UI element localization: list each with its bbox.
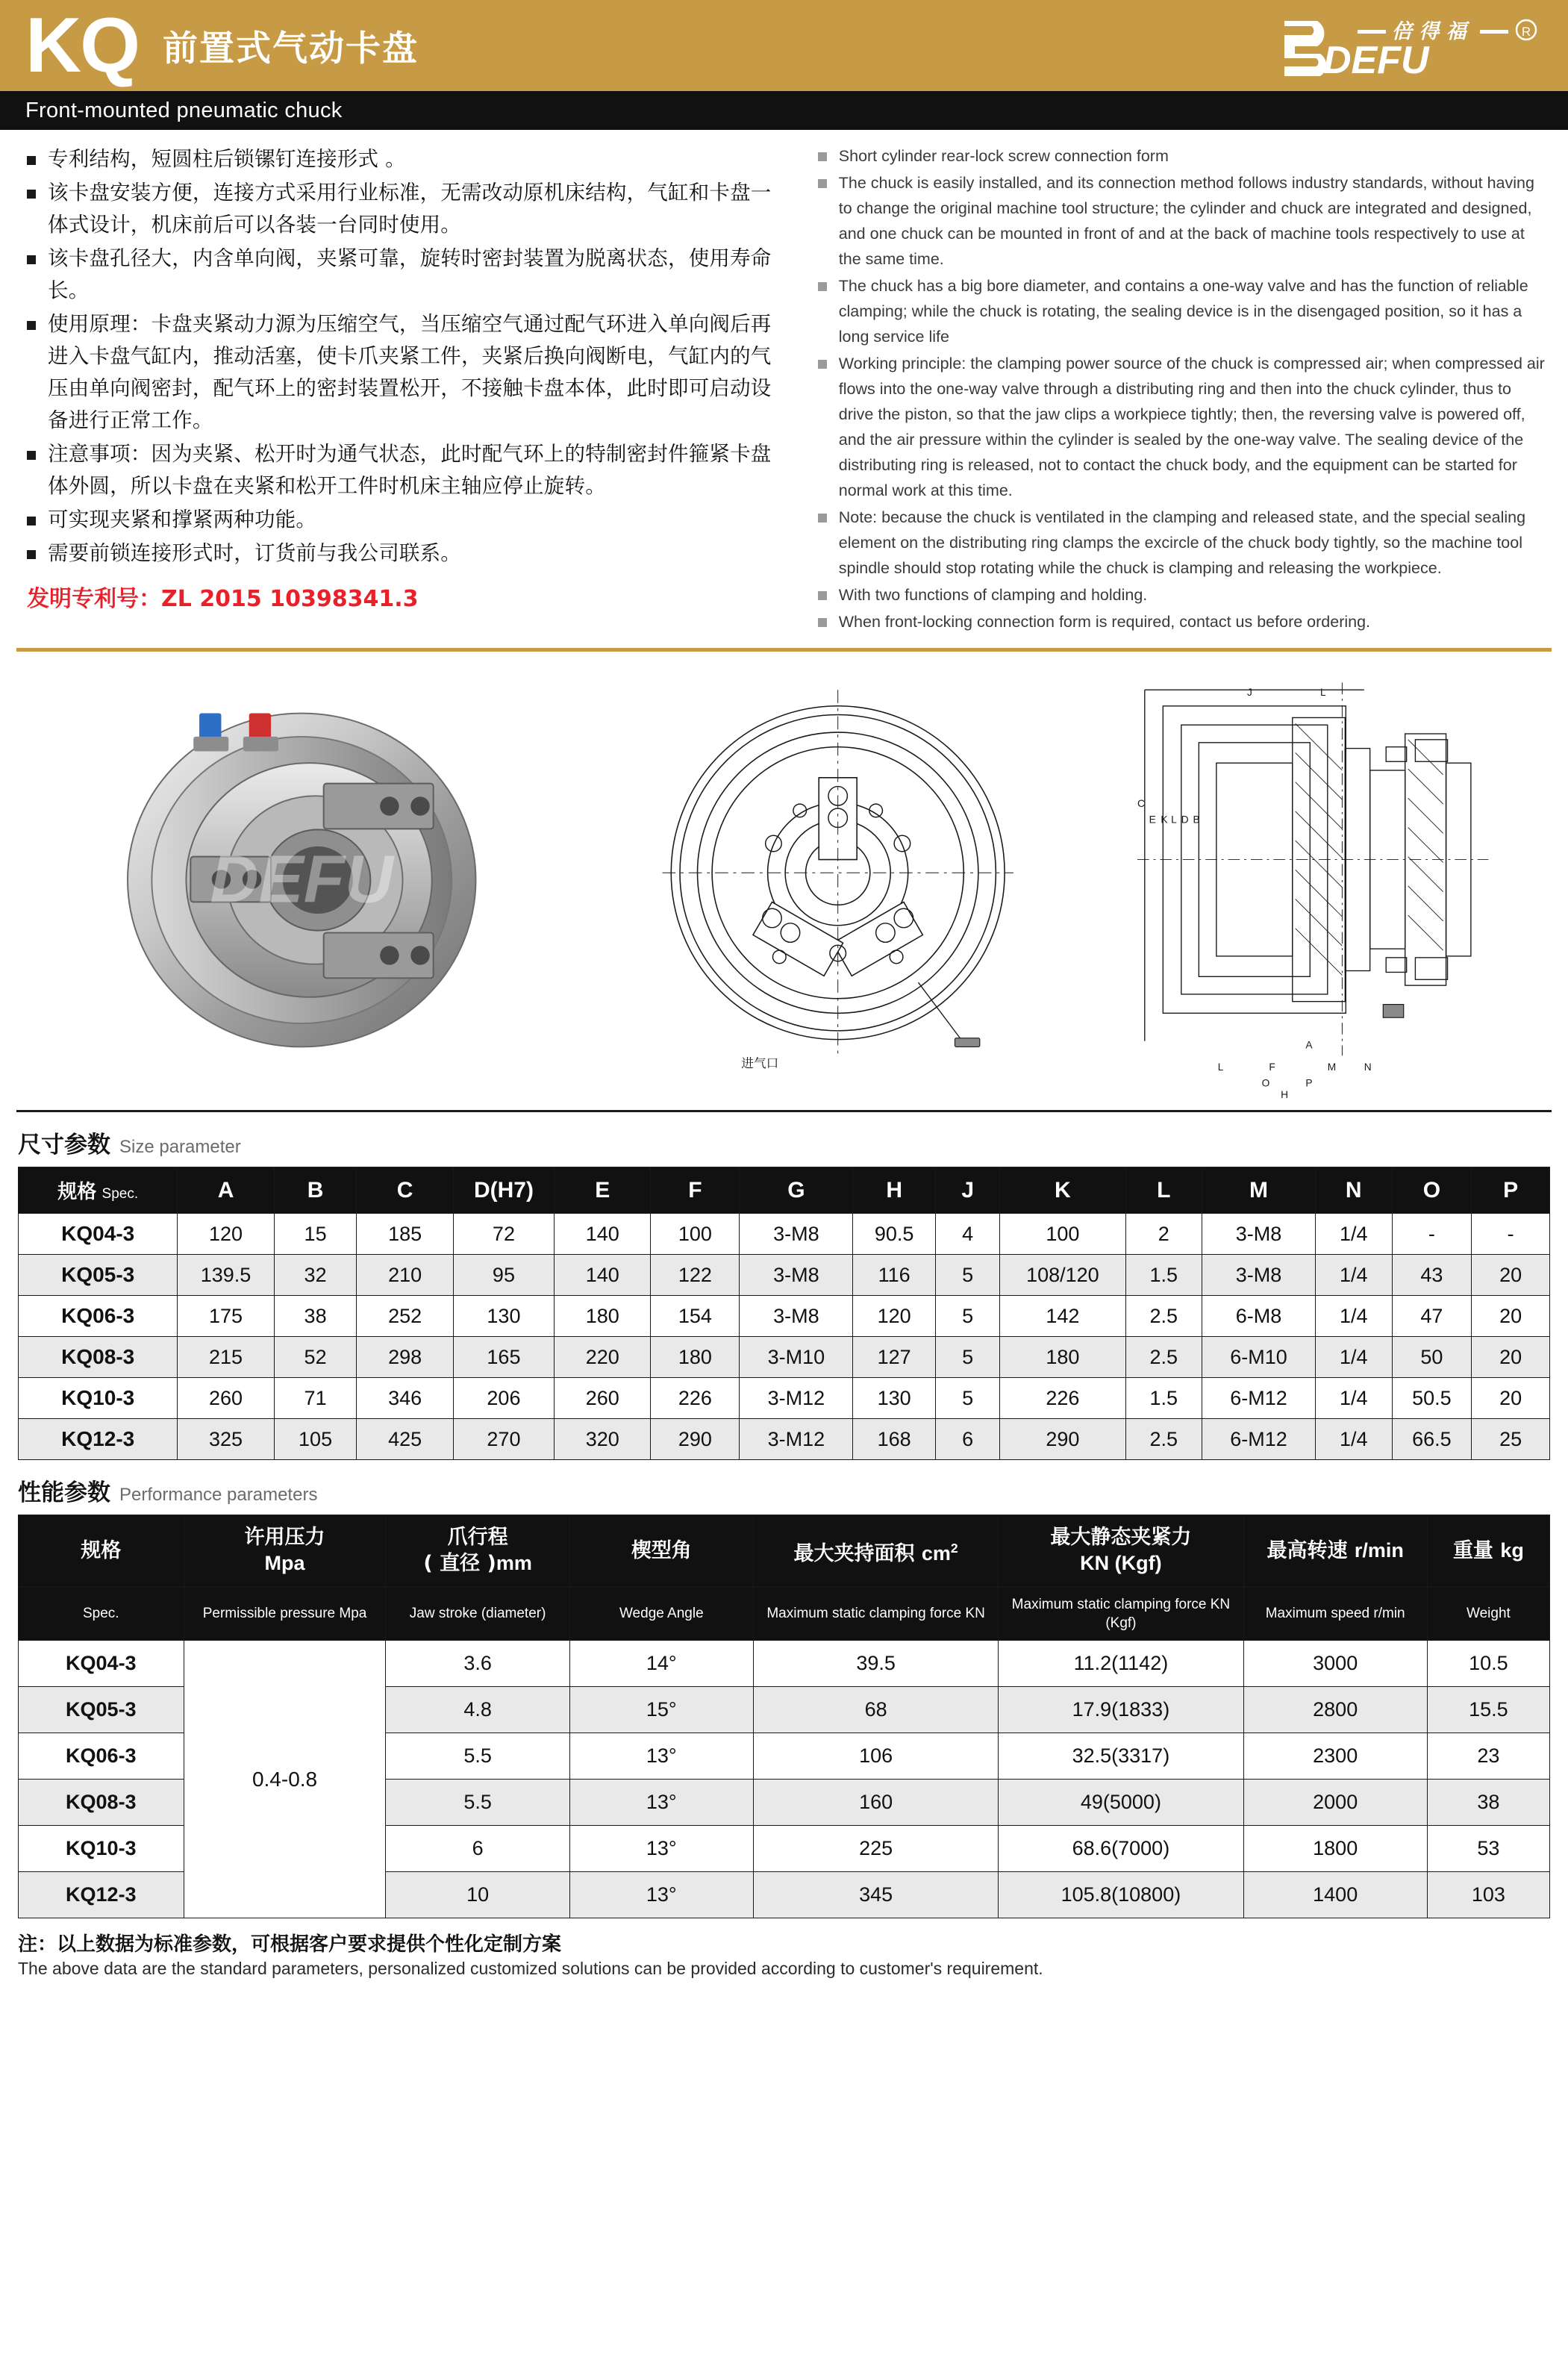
- watermark-text: DEFU: [210, 841, 393, 917]
- svg-text:H: H: [1280, 1089, 1288, 1100]
- cell: 47: [1392, 1296, 1472, 1337]
- cell-max-speed: 2800: [1243, 1687, 1427, 1733]
- footer-note: [0, 1918, 1568, 1979]
- cell-wedge-angle: 14°: [569, 1641, 753, 1687]
- cell: 6-M12: [1202, 1378, 1316, 1419]
- col-header-jaw-stroke-cn: 爪行程 ( 直径 )mm: [386, 1515, 569, 1587]
- cell-weight: 53: [1427, 1826, 1549, 1872]
- cell: 1.5: [1125, 1255, 1202, 1296]
- cell-wedge-angle: 13°: [569, 1826, 753, 1872]
- cell: 3-M8: [740, 1255, 853, 1296]
- cell-max-area: 106: [753, 1733, 998, 1780]
- svg-text:A: A: [1305, 1039, 1313, 1051]
- cell-wedge-angle: 13°: [569, 1780, 753, 1826]
- cell: 175: [178, 1296, 274, 1337]
- cell: 139.5: [178, 1255, 274, 1296]
- svg-text:倍 得 福: 倍 得 福: [1392, 20, 1467, 43]
- cell: 20: [1472, 1296, 1550, 1337]
- cell: 260: [178, 1378, 274, 1419]
- size-title-en: Size parameter: [119, 1137, 241, 1157]
- cell: 116: [853, 1255, 936, 1296]
- table-row: [19, 1641, 1550, 1687]
- cell-max-area: 68: [753, 1687, 998, 1733]
- cell-max-area: 39.5: [753, 1641, 998, 1687]
- cell-weight: 103: [1427, 1872, 1549, 1918]
- note-cn: 注：以上数据为标准参数，可根据客户要求提供个性化定制方案: [18, 1933, 562, 1956]
- cell-max-speed: 1800: [1243, 1826, 1427, 1872]
- cell: 270: [453, 1419, 554, 1460]
- brand-logo: [1280, 13, 1549, 78]
- cell: 3-M10: [740, 1337, 853, 1378]
- cell: 3-M8: [740, 1296, 853, 1337]
- svg-text:C: C: [1137, 798, 1145, 809]
- cell-wedge-angle: 15°: [569, 1687, 753, 1733]
- cell: 95: [453, 1255, 554, 1296]
- list-item: The chuck is easily installed, and its connection method follows industry standards, without having to change the original machine tool structure; the cylinder and chuck are integrated and designed, and one chuck can be mounted in front of and at the back of machine tools respectively to use at the same time.: [809, 170, 1550, 272]
- list-item: Working principle: the clamping power source of the chuck is compressed air; when compressed air flows into the one-way valve through a distributing ring and then into the chuck cylinder, thus to drive the piston, so that the jaw clips a workpiece tightly; then, the reversing valve is powered off, and the air pressure within the cylinder is sealed by the one-way valve. The sealing device of the distributing ring is released, not to contact the chuck body, and the equipment can be started for normal work at this time.: [809, 351, 1550, 503]
- performance-parameter-table: [18, 1515, 1550, 1918]
- svg-text:B: B: [1193, 814, 1200, 826]
- col-header-wedge-angle-cn: 楔型角: [569, 1515, 753, 1587]
- cell: 320: [555, 1419, 651, 1460]
- model-code: KQ: [25, 2, 139, 89]
- cell: 5: [936, 1296, 1000, 1337]
- cell: 100: [651, 1214, 740, 1255]
- cell: 215: [178, 1337, 274, 1378]
- cell: 20: [1472, 1378, 1550, 1419]
- cell-weight: 15.5: [1427, 1687, 1549, 1733]
- cell: 290: [651, 1419, 740, 1460]
- cell: 15: [274, 1214, 357, 1255]
- col-header-weight-en: Weight: [1427, 1587, 1549, 1641]
- cell: -: [1392, 1214, 1472, 1255]
- row-spec: KQ08-3: [19, 1780, 184, 1826]
- col-header-P: P: [1472, 1167, 1550, 1214]
- list-item: Short cylinder rear-lock screw connection form: [809, 143, 1550, 169]
- cell: 105: [274, 1419, 357, 1460]
- cell-max-force: 105.8(10800): [999, 1872, 1243, 1918]
- list-item: 需要前锁连接形式时，订货前与我公司联系。: [18, 537, 790, 570]
- cell: 226: [1000, 1378, 1125, 1419]
- cell: 20: [1472, 1255, 1550, 1296]
- cell: 1/4: [1315, 1296, 1392, 1337]
- chuck-section-view-icon: [1075, 661, 1550, 1100]
- features-column-english: [809, 143, 1550, 636]
- patent-number: 发明专利号：ZL 2015 10398341.3: [27, 586, 419, 612]
- cell: 127: [853, 1337, 936, 1378]
- cell: 140: [555, 1255, 651, 1296]
- cell: 425: [357, 1419, 453, 1460]
- cell: 3-M8: [1202, 1214, 1316, 1255]
- cell: 1/4: [1315, 1378, 1392, 1419]
- list-item: 该卡盘孔径大，内含单向阀，夹紧可靠，旋转时密封装置为脱离状态，使用寿命长。: [18, 243, 790, 307]
- features-section: [0, 130, 1568, 640]
- page-header-banner: [0, 0, 1568, 91]
- cell: 142: [1000, 1296, 1125, 1337]
- product-images-band: [0, 652, 1568, 1107]
- row-spec: KQ06-3: [19, 1733, 184, 1780]
- cell: 185: [357, 1214, 453, 1255]
- row-spec: KQ12-3: [19, 1872, 184, 1918]
- svg-text:N: N: [1364, 1061, 1372, 1073]
- cell-max-force: 17.9(1833): [999, 1687, 1243, 1733]
- cell: 2.5: [1125, 1419, 1202, 1460]
- cell: 168: [853, 1419, 936, 1460]
- chuck-front-view-icon: [616, 661, 1060, 1100]
- cell: 100: [1000, 1214, 1125, 1255]
- size-table-body: [19, 1214, 1550, 1460]
- cell-max-force: 32.5(3317): [999, 1733, 1243, 1780]
- cell: 252: [357, 1296, 453, 1337]
- col-header-max-speed-cn: 最高转速 r/min: [1243, 1515, 1427, 1587]
- col-header-L: L: [1125, 1167, 1202, 1214]
- col-header-spec-en: Spec.: [19, 1587, 184, 1641]
- cell: 210: [357, 1255, 453, 1296]
- cell: 1.5: [1125, 1378, 1202, 1419]
- note-en: The above data are the standard parameters, personalized customized solutions can be provided according to customer's requirement.: [18, 1959, 1043, 1978]
- air-inlet-label: 进气口: [740, 1055, 778, 1070]
- cell: 32: [274, 1255, 357, 1296]
- perf-table-body: [19, 1641, 1550, 1918]
- table-row: [19, 1255, 1550, 1296]
- front-view-drawing: [616, 661, 1060, 1100]
- cell: 38: [274, 1296, 357, 1337]
- cell: 120: [853, 1296, 936, 1337]
- col-header-max-area-en: Maximum static clamping force KN: [753, 1587, 998, 1641]
- cell: 180: [651, 1337, 740, 1378]
- cell: 5: [936, 1337, 1000, 1378]
- svg-text:R: R: [1521, 25, 1531, 39]
- list-item: When front-locking connection form is required, contact us before ordering.: [809, 609, 1550, 634]
- row-spec: KQ05-3: [19, 1687, 184, 1733]
- col-header-spec-cn: 规格: [19, 1515, 184, 1587]
- size-parameter-table: [18, 1167, 1550, 1460]
- svg-text:O: O: [1261, 1077, 1269, 1089]
- cell-max-speed: 1400: [1243, 1872, 1427, 1918]
- cell-max-speed: 3000: [1243, 1641, 1427, 1687]
- col-header-O: O: [1392, 1167, 1472, 1214]
- cell-jaw-stroke: 4.8: [386, 1687, 569, 1733]
- col-header-B: B: [274, 1167, 357, 1214]
- row-spec: KQ05-3: [19, 1255, 178, 1296]
- col-header-D: D(H7): [453, 1167, 554, 1214]
- col-header-F: F: [651, 1167, 740, 1214]
- row-spec: KQ10-3: [19, 1826, 184, 1872]
- svg-text:K: K: [1160, 814, 1168, 826]
- cell-max-speed: 2300: [1243, 1733, 1427, 1780]
- col-header-H: H: [853, 1167, 936, 1214]
- cell-max-speed: 2000: [1243, 1780, 1427, 1826]
- cell-max-force: 11.2(1142): [999, 1641, 1243, 1687]
- cell-max-area: 225: [753, 1826, 998, 1872]
- col-header-wedge-angle-en: Wedge Angle: [569, 1587, 753, 1641]
- table-row: [19, 1337, 1550, 1378]
- cell: 1/4: [1315, 1214, 1392, 1255]
- cell: 154: [651, 1296, 740, 1337]
- pneumatic-chuck-photo-icon: [18, 661, 600, 1100]
- col-header-pressure-en: Permissible pressure Mpa: [184, 1587, 386, 1641]
- cell-max-area: 160: [753, 1780, 998, 1826]
- cell: 6: [936, 1419, 1000, 1460]
- cell-jaw-stroke: 3.6: [386, 1641, 569, 1687]
- cell-jaw-stroke: 5.5: [386, 1733, 569, 1780]
- cell: 346: [357, 1378, 453, 1419]
- svg-text:J: J: [1246, 687, 1252, 699]
- cell-max-force: 49(5000): [999, 1780, 1243, 1826]
- cell: 52: [274, 1337, 357, 1378]
- perf-title-cn: 性能参数: [18, 1479, 110, 1506]
- cell: 6-M8: [1202, 1296, 1316, 1337]
- feature-list-en: [809, 143, 1550, 634]
- product-photo: [18, 661, 600, 1100]
- svg-text:P: P: [1305, 1077, 1313, 1089]
- cell: 4: [936, 1214, 1000, 1255]
- cell: 6-M12: [1202, 1419, 1316, 1460]
- col-header-max-force-cn: 最大静态夹紧力 KN (Kgf): [999, 1515, 1243, 1587]
- col-header-jaw-stroke-en: Jaw stroke (diameter): [386, 1587, 569, 1641]
- cell: 290: [1000, 1419, 1125, 1460]
- cell: 130: [453, 1296, 554, 1337]
- cell-weight: 38: [1427, 1780, 1549, 1826]
- cell: 1/4: [1315, 1255, 1392, 1296]
- list-item: Note: because the chuck is ventilated in the clamping and released state, and the special sealing element on the distributing ring clamps the excircle of the chuck body tightly, so the machine tool spindle should stop rotating while the chuck is clamping and releasing the workpiece.: [809, 505, 1550, 581]
- size-table-header-row: [19, 1167, 1550, 1214]
- col-header-A: A: [178, 1167, 274, 1214]
- col-header-max-area-cn: 最大夹持面积 $cm^2$: [753, 1515, 998, 1587]
- list-item: 使用原理：卡盘夹紧动力源为压缩空气，当压缩空气通过配气环进入单向阀后再进入卡盘气缸内，推动活塞，使卡爪夹紧工件，夹紧后换向阀断电，气缸内的气压由单向阀密封，配气环上的密封装置松开，不接触卡盘本体，此时即可启动设备进行正常工作。: [18, 308, 790, 437]
- row-spec: KQ10-3: [19, 1378, 178, 1419]
- cell: 5: [936, 1378, 1000, 1419]
- features-column-chinese: [18, 143, 790, 636]
- cell: 3-M8: [740, 1214, 853, 1255]
- cell: 3-M12: [740, 1419, 853, 1460]
- svg-text:F: F: [1268, 1061, 1275, 1073]
- cell: -: [1472, 1214, 1550, 1255]
- cell: 120: [178, 1214, 274, 1255]
- cell: 50.5: [1392, 1378, 1472, 1419]
- col-header-max-speed-en: Maximum speed r/min: [1243, 1587, 1427, 1641]
- cell-jaw-stroke: 5.5: [386, 1780, 569, 1826]
- cell: 180: [1000, 1337, 1125, 1378]
- cell: 66.5: [1392, 1419, 1472, 1460]
- list-item: With two functions of clamping and holding.: [809, 582, 1550, 608]
- cell: 3-M8: [1202, 1255, 1316, 1296]
- cell: 90.5: [853, 1214, 936, 1255]
- cell: 2.5: [1125, 1296, 1202, 1337]
- feature-list-cn: [18, 143, 790, 570]
- cell: 2: [1125, 1214, 1202, 1255]
- col-header-E: E: [555, 1167, 651, 1214]
- cell: 298: [357, 1337, 453, 1378]
- svg-text:DEFU: DEFU: [1323, 39, 1429, 78]
- cell-wedge-angle: 13°: [569, 1733, 753, 1780]
- cell: 5: [936, 1255, 1000, 1296]
- col-header-pressure-cn: 许用压力 Mpa: [184, 1515, 386, 1587]
- row-spec: KQ08-3: [19, 1337, 178, 1378]
- svg-text:L: L: [1319, 687, 1326, 699]
- perf-header-row-en: [19, 1587, 1550, 1641]
- col-header-N: N: [1315, 1167, 1392, 1214]
- cell: 180: [555, 1296, 651, 1337]
- cell: 3-M12: [740, 1378, 853, 1419]
- list-item: 可实现夹紧和撑紧两种功能。: [18, 504, 790, 536]
- cell: 72: [453, 1214, 554, 1255]
- cell: 220: [555, 1337, 651, 1378]
- cell: 206: [453, 1378, 554, 1419]
- row-spec: KQ04-3: [19, 1641, 184, 1687]
- cell: 140: [555, 1214, 651, 1255]
- cell-max-area: 345: [753, 1872, 998, 1918]
- row-spec: KQ12-3: [19, 1419, 178, 1460]
- col-header-weight-cn: 重量 kg: [1427, 1515, 1549, 1587]
- row-spec: KQ06-3: [19, 1296, 178, 1337]
- svg-text:L: L: [1170, 814, 1177, 826]
- list-item: 该卡盘安装方便，连接方式采用行业标准，无需改动原机床结构，气缸和卡盘一体式设计，机床前后可以各装一台同时使用。: [18, 177, 790, 241]
- spec-head-en: Spec.: [101, 1186, 139, 1202]
- svg-text:L: L: [1217, 1061, 1224, 1073]
- cell: 2.5: [1125, 1337, 1202, 1378]
- cell: 325: [178, 1419, 274, 1460]
- list-item: 专利结构，短圆柱后锁镙钉连接形式 。: [18, 143, 790, 175]
- table-row: [19, 1296, 1550, 1337]
- table-row: [19, 1378, 1550, 1419]
- cell: 1/4: [1315, 1337, 1392, 1378]
- table-row: [19, 1419, 1550, 1460]
- cell: 108/120: [1000, 1255, 1125, 1296]
- cell: 122: [651, 1255, 740, 1296]
- cell: 1/4: [1315, 1419, 1392, 1460]
- svg-text:E: E: [1149, 814, 1156, 826]
- svg-text:M: M: [1327, 1061, 1336, 1073]
- pressure-value: 0.4-0.8: [184, 1641, 386, 1918]
- table-row: [19, 1214, 1550, 1255]
- size-parameter-title: [0, 1112, 1568, 1167]
- cell: 130: [853, 1378, 936, 1419]
- col-header-M: M: [1202, 1167, 1316, 1214]
- defu-logo-icon: [1280, 13, 1549, 78]
- cell-wedge-angle: 13°: [569, 1872, 753, 1918]
- section-view-drawing: [1075, 661, 1550, 1100]
- size-title-cn: 尺寸参数: [18, 1132, 110, 1158]
- product-title-cn: 前置式气动卡盘: [163, 28, 419, 69]
- cell-weight: 10.5: [1427, 1641, 1549, 1687]
- cell: 6-M10: [1202, 1337, 1316, 1378]
- cell: 20: [1472, 1337, 1550, 1378]
- col-header-G: G: [740, 1167, 853, 1214]
- col-header-max-force-en: Maximum static clamping force KN (Kgf): [999, 1587, 1243, 1641]
- cell-max-force: 68.6(7000): [999, 1826, 1243, 1872]
- cell: 260: [555, 1378, 651, 1419]
- performance-parameter-title: [0, 1460, 1568, 1515]
- svg-text:D: D: [1181, 814, 1189, 826]
- list-item: 注意事项：因为夹紧、松开时为通气状态，此时配气环上的特制密封件箍紧卡盘体外圆，所以卡盘在夹紧和松开工件时机床主轴应停止旋转。: [18, 438, 790, 502]
- cell: 25: [1472, 1419, 1550, 1460]
- product-title-en: Front-mounted pneumatic chuck: [25, 98, 343, 122]
- cell: 50: [1392, 1337, 1472, 1378]
- cell-jaw-stroke: 6: [386, 1826, 569, 1872]
- col-header-C: C: [357, 1167, 453, 1214]
- page-subheader-banner: [0, 91, 1568, 130]
- cell: 165: [453, 1337, 554, 1378]
- col-header-K: K: [1000, 1167, 1125, 1214]
- cell-jaw-stroke: 10: [386, 1872, 569, 1918]
- col-header-spec: [19, 1167, 178, 1214]
- cell: 71: [274, 1378, 357, 1419]
- cell: 226: [651, 1378, 740, 1419]
- spec-head-cn: 规格: [57, 1181, 97, 1203]
- cell: 43: [1392, 1255, 1472, 1296]
- col-header-J: J: [936, 1167, 1000, 1214]
- perf-header-row-cn: [19, 1515, 1550, 1587]
- list-item: The chuck has a big bore diameter, and contains a one-way valve and has the function of reliable clamping; while the chuck is rotating, the sealing device is in the disengaged position, so it has a long service life: [809, 273, 1550, 349]
- cell-weight: 23: [1427, 1733, 1549, 1780]
- perf-title-en: Performance parameters: [119, 1485, 318, 1505]
- row-spec: KQ04-3: [19, 1214, 178, 1255]
